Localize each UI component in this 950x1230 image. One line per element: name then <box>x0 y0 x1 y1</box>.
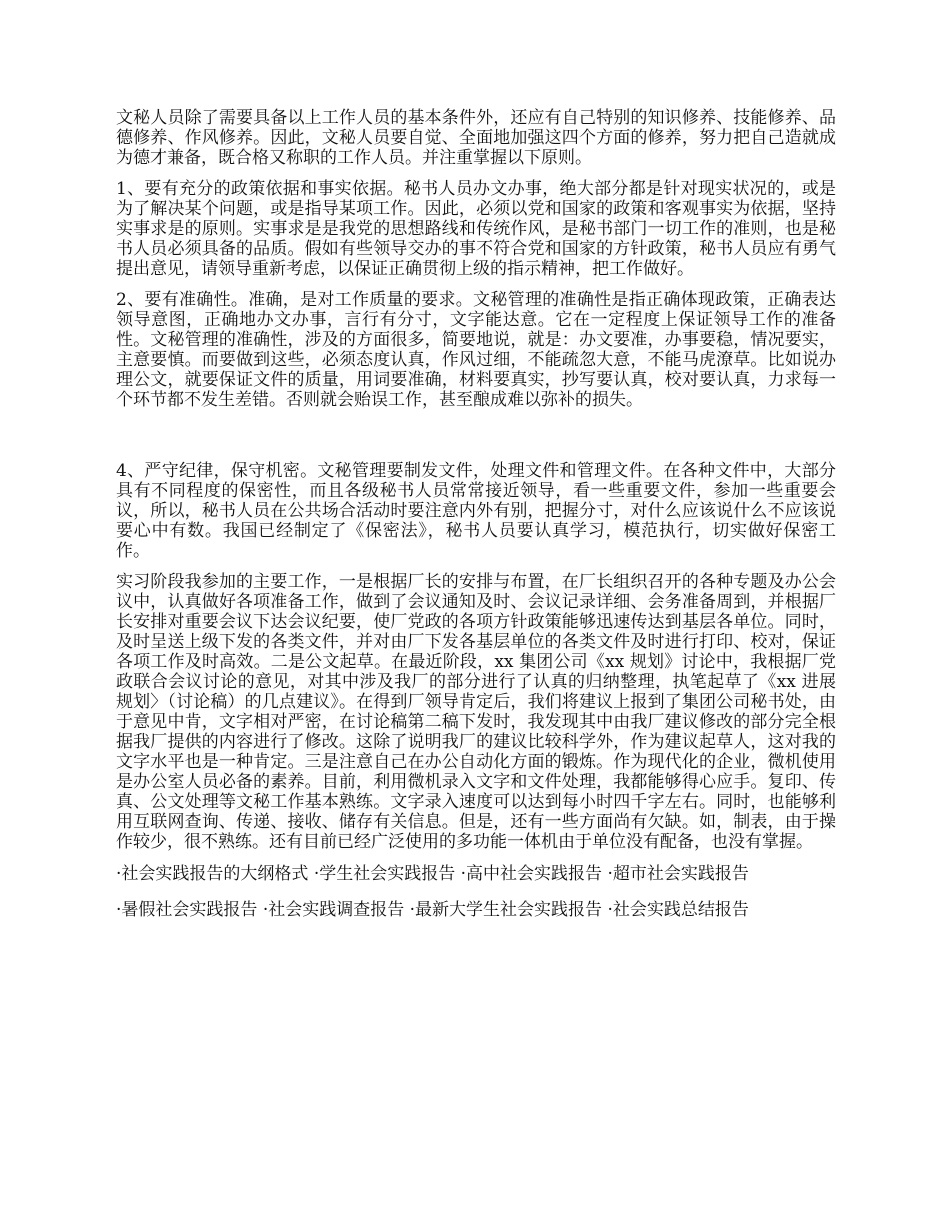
section-gap <box>116 421 836 461</box>
related-links-row-2 <box>116 899 836 921</box>
related-link[interactable]: ·高中社会实践报告 <box>460 864 603 884</box>
paragraph-policy-basis: 1、要有充分的政策依据和事实依据。秘书人员办文办事，绝大部分都是针对现实状况的，或是为了解决某个问题，或是指导某项工作。因此，必须以党和国家的政策和客观事实为依据，坚持实事求是的原则。实事求是是我党的思想路线和传统作风，是秘书部门一切工作的准则，也是秘书人员必须具备的品质。假如有些领导交办的事不符合党和国家的方针政策，秘书人员应有勇气提出意见，请领导重新考虑，以保证正确贯彻上级的指示精神，把工作做好。 <box>116 179 836 279</box>
related-links-row-1 <box>116 863 836 885</box>
related-link[interactable]: ·学生社会实践报告 <box>313 864 456 884</box>
paragraph-accuracy: 2、要有准确性。准确，是对工作质量的要求。文秘管理的准确性是指正确体现政策，正确表达领导意图，正确地办文办事，言行有分寸，文字能达意。它在一定程度上保证领导工作的准备性。文秘管理的准确性，涉及的方面很多，简要地说，就是：办文要准，办事要稳，情况要实，主意要慎。而要做到这些，必须态度认真，作风过细，不能疏忽大意，不能马虎潦草。比如说办理公文，就要保证文件的质量，用词要准确，材料要真实，抄写要认真，校对要认真，力求每一个环节都不发生差错。否则就会贻误工作，甚至酿成难以弥补的损失。 <box>116 290 836 410</box>
related-links <box>116 863 836 921</box>
paragraph-intro: 文秘人员除了需要具备以上工作人员的基本条件外，还应有自己特别的知识修养、技能修养、品德修养、作风修养。因此，文秘人员要自觉、全面地加强这四个方面的修养，努力把自己造就成为德才兼备，既合格又称职的工作人员。并注重掌握以下原则。 <box>116 108 836 168</box>
related-link[interactable]: ·社会实践报告的大纲格式 <box>116 864 309 884</box>
related-link[interactable]: ·超市社会实践报告 <box>607 864 749 884</box>
paragraph-confidentiality: 4、严守纪律，保守机密。文秘管理要制发文件，处理文件和管理文件。在各种文件中，大部分具有不同程度的保密性，而且各级秘书人员常常接近领导，看一些重要文件，参加一些重要会议，所以，秘书人员在公共场合活动时要注意内外有别，把握分寸，对什么应该说什么不应该说要心中有数。我国已经制定了《保密法》，秘书人员要认真学习，模范执行，切实做好保密工作。 <box>116 461 836 561</box>
related-link[interactable]: ·社会实践调查报告 <box>262 900 405 920</box>
document-body <box>116 108 836 935</box>
related-link[interactable]: ·最新大学生社会实践报告 <box>409 900 603 920</box>
related-link[interactable]: ·暑假社会实践报告 <box>116 900 258 920</box>
paragraph-internship-work: 实习阶段我参加的主要工作，一是根据厂长的安排与布置，在厂长组织召开的各种专题及办公会议中，认真做好各项准备工作，做到了会议通知及时、会议记录详细、会务准备周到，并根据厂长安排对重要会议下达会议纪要，使厂党政的各项方针政策能够迅速传达到基层各单位。同时，及时呈送上级下发的各类文件，并对由厂下发各基层单位的各类文件及时进行打印、校对，保证各项工作及时高效。二是公文起草。在最近阶段，xx 集团公司《xx 规划》讨论中，我根据厂党政联合会议讨论的意见，对其中涉及我厂的部分进行了认真的归纳整理，执笔起草了《xx 进展规划〉（讨论稿）的几点建议》。在得到厂领导肯定后，我们将建议上报到了集团公司秘书处，由于意见中肯，文字相对严密，在讨论稿第二稿下发时，我发现其中由我厂建议修改的部分完全根据我厂提供的内容进行了修改。这除了说明我厂的建议比较科学外，作为建议起草人，这对我的文字水平也是一种肯定。三是注意自己在办公自动化方面的锻炼。作为现代化的企业，微机使用是办公室人员必备的素养。目前，利用微机录入文字和文件处理，我都能够得心应手。复印、传真、公文处理等文秘工作基本熟练。文字录入速度可以达到每小时四千字左右。同时，也能够利用互联网查询、传递、接收、储存有关信息。但是，还有一些方面尚有欠缺。如，制表，由于操作较少，很不熟练。还有目前已经广泛使用的多功能一体机由于单位没有配备，也没有掌握。 <box>116 572 836 852</box>
related-link[interactable]: ·社会实践总结报告 <box>607 900 749 920</box>
